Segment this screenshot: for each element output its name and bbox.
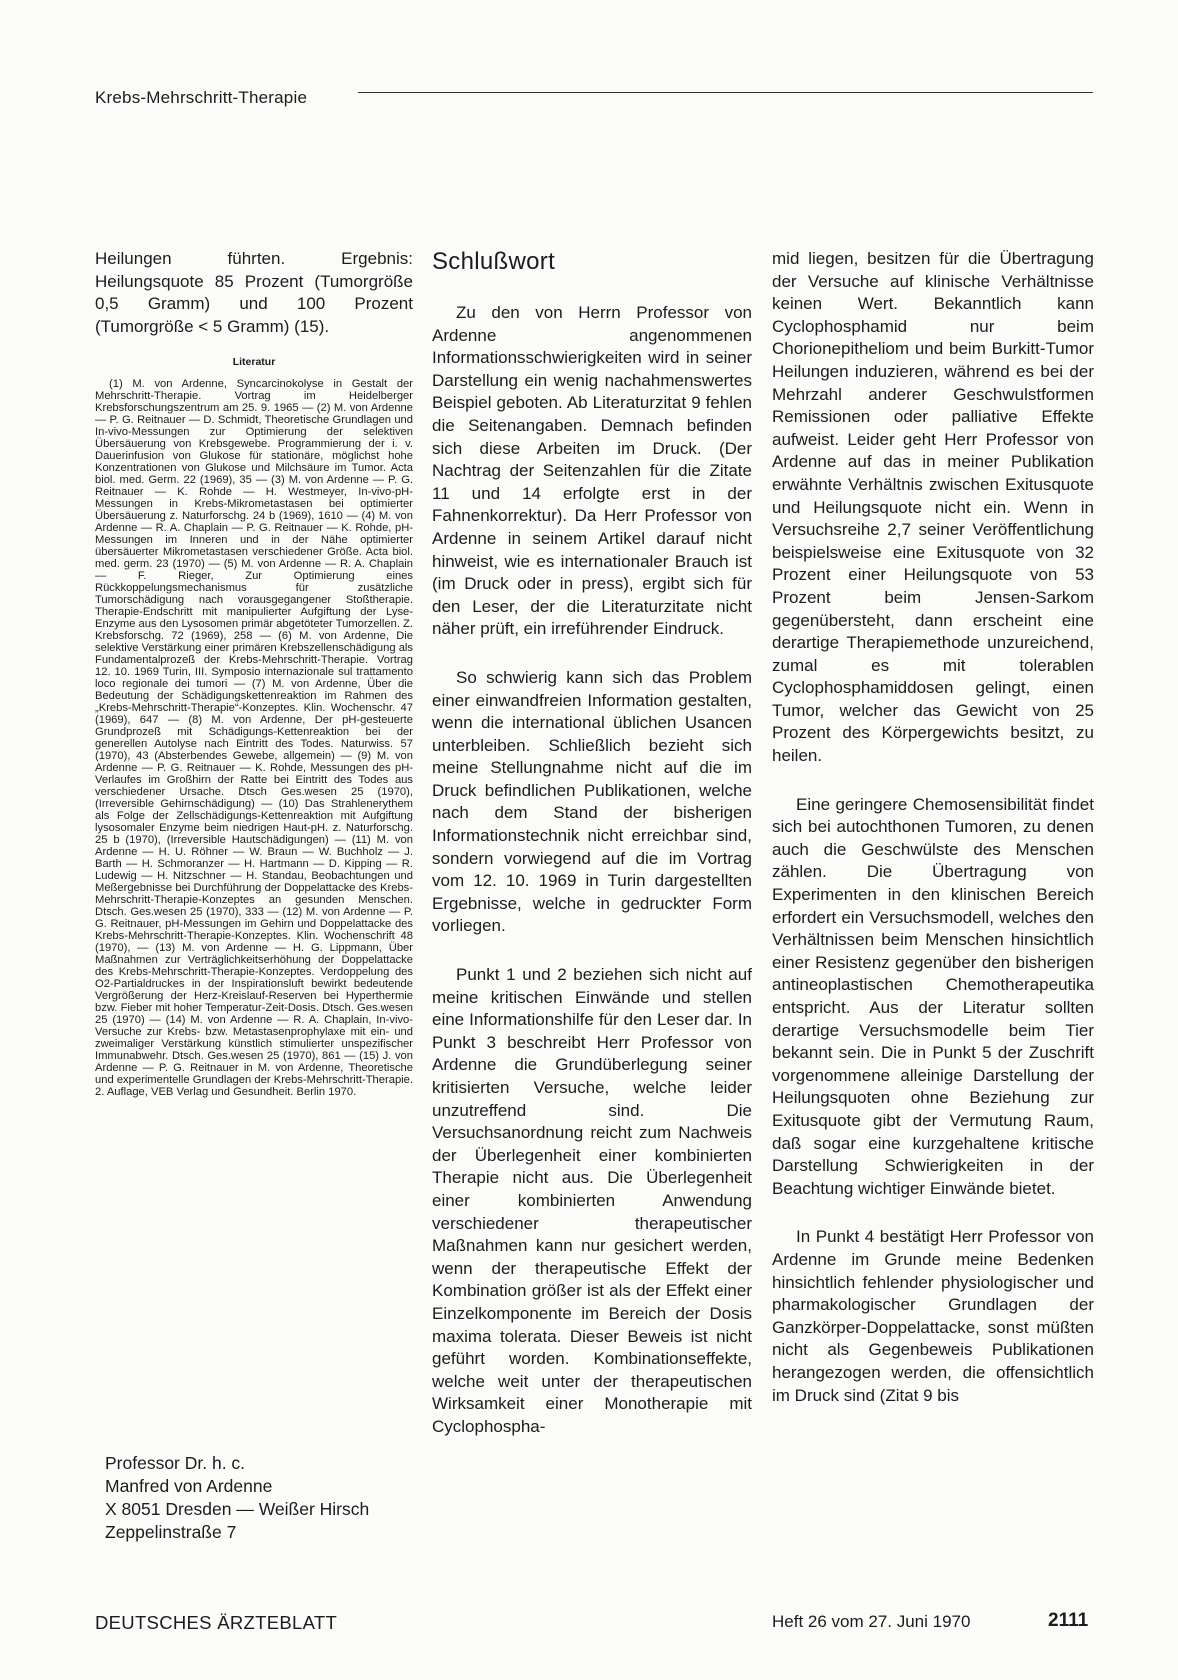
running-head: Krebs-Mehrschritt-Therapie xyxy=(95,88,308,107)
column-right xyxy=(772,248,1094,1433)
section-title: Schlußwort xyxy=(432,248,556,275)
paragraph: Zu den von Herrn Professor von Ardenne angenommenen Informationsschwierigkeiten wird in seiner Darstellung ein wenig nachahmenswertes Beispiel geboten. Ab Literaturzitat 9 fehlen die Seitenangaben. Demnach befinden sich diese Arbeiten im Druck. (Der Nachtrag der Seitenzahlen für die Zitate 11 und 14 erfolgte erst in der Fahnenkorrektur). Da Herr Professor von Ardenne in seinem Artikel darauf nicht hinweist, wie es internationaler Brauch ist (im Druck oder in press), ergibt sich für den Leser, der die Literaturzitate nicht näher prüft, ein irreführender Eindruck. xyxy=(432,303,752,639)
paragraph: mid liegen, besitzen für die Übertragung der Versuche auf klinische Verhältnisse keinen Wert. Bekanntlich kann Cyclophosphamid nur beim Chorionepitheliom und beim Burkitt-Tumor Heilungen induzieren, während es bei der Mehrzahl anderer Geschwulstformen Remissionen oder palliative Effekte aufweist. Leider geht Herr Professor von Ardenne auf das in meiner Publikation erwähnte Verhältnis zwischen Exitusquote und Heilungsquote nicht ein. Wenn in Versuchsreihe 2,7 seiner Veröffentlichung beispielsweise eine Exitusquote von 32 Prozent einer Heilungsquote von 53 Prozent beim Jensen-Sarkom gegenübersteht, dann erscheint eine derartige Therapiemethode unzureichend, zumal es mit tolerablen Cyclophosphamiddosen gelingt, einen Tumor, welcher das Gewicht von 25 Prozent des Körpergewichts besitzt, zu heilen. xyxy=(772,249,1094,766)
literature-heading: Literatur xyxy=(232,356,276,369)
paragraph: So schwierig kann sich das Problem einer einwandfreien Information gestalten, wenn die international üblichen Usancen unterbleiben. Schließlich bezieht sich meine Stellungnahme nicht auf die im Druck befindlichen Publikationen, welche nach dem Stand der bisherigen Informationstechnik nicht erreichbar sind, sondern vorwiegend auf die im Vortrag vom 12. 10. 1969 in Turin dargestellten Ergebnisse, welche in gedruckter Form vorliegen. xyxy=(432,667,752,936)
paragraph: In Punkt 4 bestätigt Herr Professor von Ardenne im Grunde meine Bedenken hinsichtlich fehlender physiologischer und pharmakologischer Grundlagen der Ganzkörper-Doppelattacke, sonst müßten nicht als Gegenbeweis Publikationen herangezogen werden, die offensichtlich im Druck sind (Zitat 9 bis xyxy=(772,1227,1094,1405)
journal-name: DEUTSCHES ÄRZTEBLATT xyxy=(95,1612,338,1633)
literature-list: (1) M. von Ardenne, Syncarcinokolyse in Gestalt der Mehrschritt-Therapie. Vortrag im Heidelberger Krebsforschungszentrum am 25. 9. 1965 — (2) M. von Ardenne — P. G. Reitnauer — D. Schmidt, Theoretische Grundlagen und In-vivo-Messungen zur Optimierung der selektiven Übersäuerung von Krebsgewebe. Programmierung der i. v. Dauerinfusion von Glukose für stationäre, möglichst hohe Konzentrationen von Glukose und Milchsäure im Tumor. Acta biol. med. Germ. 22 (1969), 35 — (3) M. von Ardenne — P. G. Reitnauer — K. Rohde — H. Westmeyer, In-vivo-pH-Messungen in Krebs-Mikrometastasen bei optimierter Übersäuerung z. Naturforschg. 24 b (1969), 1610 — (4) M. von Ardenne — R. A. Chaplain — P. G. Reitnauer — K. Rohde, pH-Messungen im Inneren und in der Nähe optimierter übersäuerter Mikrometastasen verschiedener Größe. Acta biol. med. germ. 23 (1970) — (5) M. von Ardenne — R. A. Chaplain — F. Rieger, Zur Optimierung eines Rückkoppelungsmechanismus für zusätzliche Tumorschädigung nach vorausgegangener Stoßtherapie. Therapie-Endschritt mit manipulierter Aufgiftung der Lyse-Enzyme aus den Lysosomen primär abgetöteter Tumorzellen. Z. Krebsforschg. 72 (1969), 258 — (6) M. von Ardenne, Die selektive Verstärkung einer primären Krebszellenschädigung als Fundamentalprozeß der Krebs-Mehrschritt-Therapie. Vortrag 12. 10. 1969 Turin, III. Symposio internazionale sul trattamento loco regionale dei tumori — (7) M. von Ardenne, Über die Bedeutung der Schädigungskettenreaktion im Rahmen des „Krebs-Mehrschritt-Therapie“-Konzeptes. Klin. Wochenschr. 47 (1969), 647 — (8) M. von Ardenne, Der pH-gesteuerte Grundprozeß mit Schädigungs-Kettenreaktion bei der generellen Autolyse nach Eintritt des Todes. Naturwiss. 57 (1970), 43 (Absterbendes Gewebe, allgemein) — (9) M. von Ardenne — P. G. Reitnauer — K. Rohde, Messungen des pH-Verlaufes im Großhirn der Ratte bei Eintritt des Todes aus verschiedener Ursache. Dtsch Ges.wesen 25 (1970), (Irreversible Gehirnschädigung) — (10) Das Strahlenerythem als Folge der Zellschädigungs-Kettenreaktion mit Aufgiftung lysosomaler Enzyme beim niedrigen Haut-pH. z. Naturforschg. 25 b (1970), (Irreversible Hautschädigungen) — (11) M. von Ardenne — H. U. Röhner — W. Braun — W. Buchholz — J. Barth — H. Schmoranzer — H. Hartmann — D. Kipping — R. Ludewig — H. Nitzschner — H. Standau, Beobachtungen und Meßergebnisse bei Durchführung der Doppelattacke des Krebs-Mehrschritt-Therapie-Konzeptes an gesunden Menschen. Dtsch. Ges.wesen 25 (1970), 333 — (12) M. von Ardenne — P. G. Reitnauer, pH-Messungen im Gehirn und Doppelattacke des Krebs-Mehrschritt-Therapie-Konzeptes. Klin. Wochenschrift 48 (1970), — (13) M. von Ardenne — H. G. Lippmann, Über Maßnahmen zur Verträglichkeitserhöhung der Doppelattacke des Krebs-Mehrschritt-Therapie-Konzeptes. Verdoppelung des O2-Partialdruckes in der Inspirationsluft bewirkt bedeutende Vergrößerung der Herz-Kreislauf-Reserven bei Hyperthermie bzw. Fieber mit hoher Temperatur-Zeit-Dosis. Dtsch. Ges.wesen 25 (1970) — (14) M. von Ardenne — R. A. Chaplain, In-vivo-Versuche zur Krebs- bzw. Metastasenprophylaxe mit ein- und zweimaliger Verstärkung künstlich stimulierter unspezifischer Immunabwehr. Dtsch. Ges.wesen 25 (1970), 861 — (15) J. von Ardenne — P. G. Reitnauer in M. von Ardenne, Theoretische und experimentelle Grundlagen der Krebs-Mehrschritt-Therapie. 2. Auflage, VEB Verlag und Gesundheit. Berlin 1970. xyxy=(95,378,413,1099)
issue-info: Heft 26 vom 27. Juni 1970 xyxy=(772,1612,971,1631)
column-middle xyxy=(432,248,752,1465)
address-line: Zeppelinstraße 7 xyxy=(105,1522,237,1542)
page-number: 2111 xyxy=(1048,1610,1089,1631)
address-line: Professor Dr. h. c. xyxy=(105,1453,246,1473)
paragraph: Punkt 1 und 2 beziehen sich nicht auf meine kritischen Einwände und stellen eine Informationshilfe für den Leser dar. In Punkt 3 beschreibt Herr Professor von Ardenne die Grundüberlegung seiner kritisierten Versuche, welche leider unzutreffend sind. Die Versuchsanordnung reicht zum Nachweis der Überlegenheit einer kombinierten Therapie nicht aus. Die Überlegenheit einer kombinierten Anwendung verschiedener therapeutischer Maßnahmen kann nur gesichert werden, wenn der therapeutische Effekt der Kombination größer ist als der Effekt einer Einzelkomponente im Bereich der Dosis maxima tolerata. Dieser Beweis ist nicht geführt worden. Kombinationseffekte, welche weit unter der therapeutischen Wirksamkeit einer Monotherapie mit Cyclophospha- xyxy=(432,965,752,1436)
column-left xyxy=(95,248,413,1098)
author-address xyxy=(105,1452,369,1544)
address-line: X 8051 Dresden — Weißer Hirsch xyxy=(105,1499,370,1519)
header-rule xyxy=(358,92,1093,93)
intro-paragraph: Heilungen führten. Ergebnis: Heilungsquote 85 Prozent (Tumorgröße 0,5 Gramm) und 100 Prozent (Tumorgröße < 5 Gramm) (15). xyxy=(95,249,413,336)
address-line: Manfred von Ardenne xyxy=(105,1476,273,1496)
paragraph: Eine geringere Chemosensibilität findet sich bei autochthonen Tumoren, zu denen auch die Geschwülste des Menschen zählen. Die Übertragung von Experimenten in den klinischen Bereich erfordert ein Versuchsmodell, welches den Verhältnissen beim Menschen hinsichtlich einer Resistenz gegenüber den bisherigen antineoplastischen Chemotherapeutika entspricht. Aus der Literatur sollten derartige Versuchsmodelle beim Tier bekannt sein. Die in Punkt 5 der Zuschrift vorgenommene alleinige Darstellung der Heilungsquoten ohne Beziehung zur Exitusquote gibt der Vermutung Raum, daß sogar eine kurzgehaltene kritische Darstellung Schwierigkeiten in der Beachtung wichtiger Einwände bietet. xyxy=(772,794,1094,1198)
